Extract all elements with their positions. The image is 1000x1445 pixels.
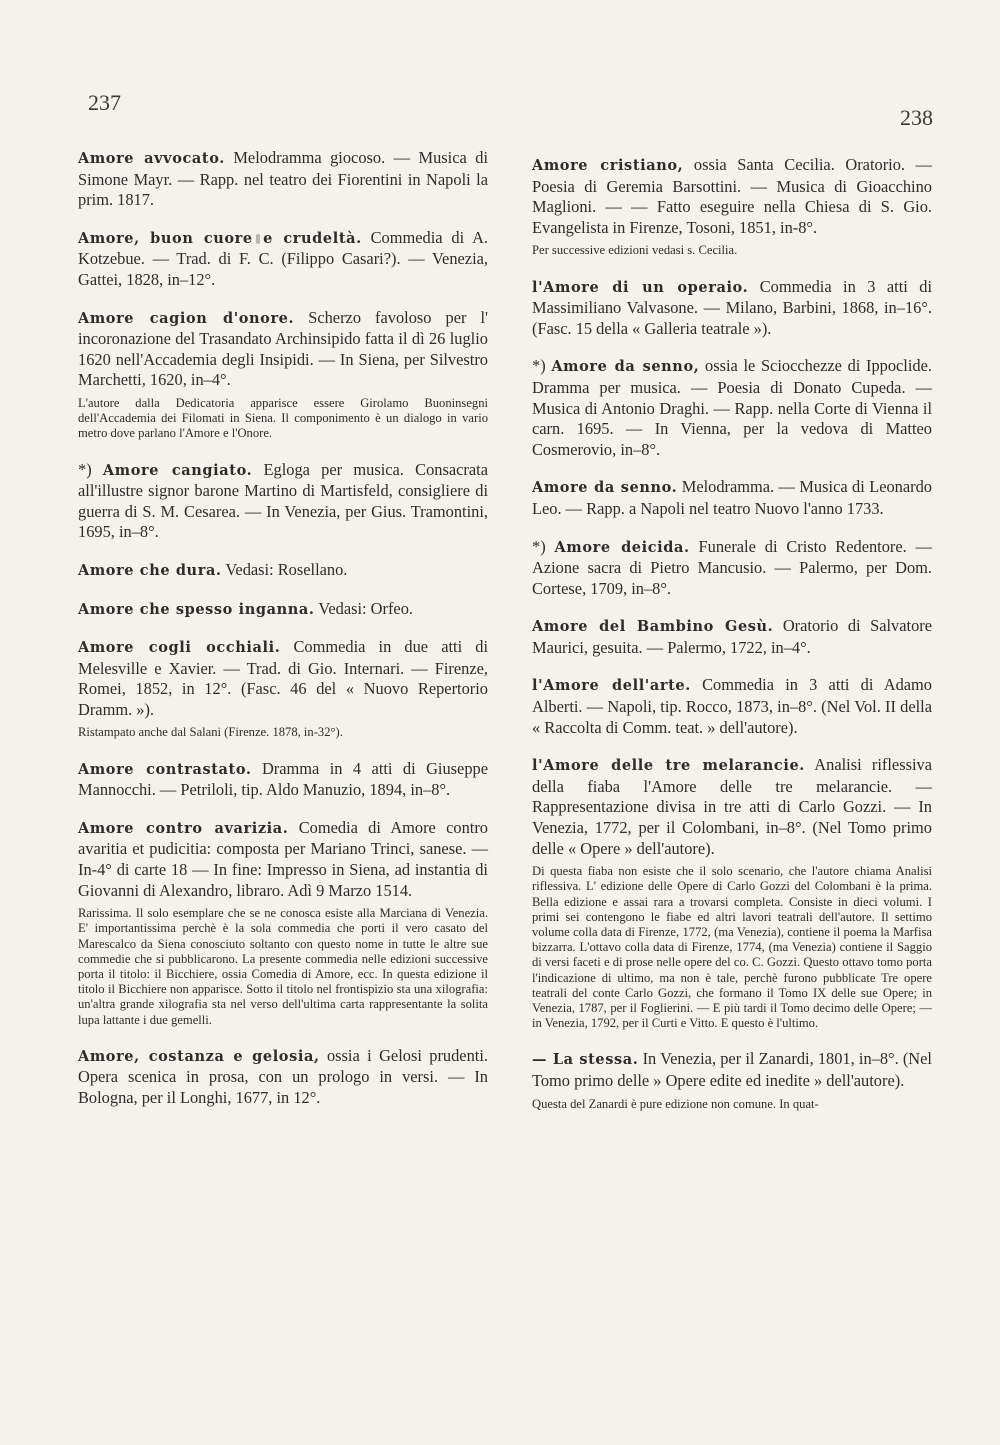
entry-headword: Amore che dura. xyxy=(78,561,222,579)
entry-description: Commedia di A. Kotzebue. — Trad. di F. C. (Filippo Casari?). — Venezia, Gattei, 1828, in–12°. xyxy=(78,227,488,289)
catalog-entry xyxy=(78,228,488,291)
entry-headword: Amore, buon cuore e crudeltà. xyxy=(78,229,362,247)
entry-description: Melodramma giocoso. — Musica di Simone Mayr. — Rapp. nel teatro dei Fiorentini in Napoli la prim. 1817. xyxy=(78,148,489,210)
catalog-entry xyxy=(532,537,932,600)
entry-headword: Amore contrastato. xyxy=(78,760,252,778)
entry-description: ossia le Sciocchezze di Ippoclide. Dramma per musica. — Poesia di Donato Cupeda. — Musica di Antonio Draghi. — Rapp. nella Corte di Vienna il carn. 1695. — In Vienna, per la vedova di Matteo Cosmerovio, in–8°. xyxy=(532,356,932,459)
entry-description: Vedasi: Orfeo. xyxy=(318,598,413,618)
entry-description: Dramma in 4 atti di Giuseppe Mannocchi. — Petriloli, tip. Aldo Manuzio, 1894, in–8°. xyxy=(78,758,488,800)
entry-description: Funerale di Cristo Redentore. — Azione sacra di Pietro Mancusio. — Palermo, per Dom. Cortese, 1709, in–8°. xyxy=(532,536,932,598)
bibliographic-note: Di questa fiaba non esiste che il solo scenario, che l'autore chiama Analisi riflessiva. L' edizione delle Opere di Carlo Gozzi del Colombani è la prima. Bella edizione e assai rara a trovarsi completa. Consiste in dieci volumi. I primi sei contengono le fiabe ed altri lavori teatrali dell'autore. Il settimo volume colla data di Firenze, 1772, (ma Venezia), contiene il poema la Marfisa bizzarra. L'ottavo colla data di Firenze, 1774, (ma Venezia) contiene il Saggio di versi faceti e di prose nelle opere del co. C. Gozzi. Questo ottavo tomo porta l'indicazione di ultimo, ma non è tale, perchè furono pubblicate Tre opere teatrali del conte Carlo Gozzi, che formano il Tomo IX delle sue Opere; in Venezia, 1787, per il Foglierini. — E più tardi il Tomo decimo delle Opere; — in Venezia, 1792, per il Curti e Vitto. E questo è l'ultimo. xyxy=(532,864,932,1031)
entry-headword: Amore contro avarizia. xyxy=(78,819,289,837)
catalog-entry xyxy=(78,818,488,901)
catalog-entry xyxy=(532,616,932,658)
catalog-entry xyxy=(532,477,932,519)
entry-description: Oratorio di Salvatore Maurici, gesuita. — Palermo, 1722, in–4°. xyxy=(532,616,932,657)
entry-headword: l'Amore delle tre melarancie. xyxy=(532,757,805,775)
catalog-entry xyxy=(532,755,932,859)
entry-headword: Amore cangiato. xyxy=(102,461,253,479)
entry-headword: Amore avvocato. xyxy=(78,150,225,167)
page-number-left: 237 xyxy=(88,90,121,115)
catalog-entry xyxy=(532,277,932,340)
entry-asterisk-mark: *) xyxy=(532,536,546,556)
entry-headword: Amore deicida. xyxy=(554,538,690,556)
entry-description: Commedia in 3 atti di Adamo Alberti. — Napoli, tip. Rocco, 1873, in–8°. (Nel Vol. II della « Raccolta di Comm. teat. » dell'autore). xyxy=(532,675,932,737)
entry-headword: Amore che spesso inganna. xyxy=(78,600,315,618)
entry-asterisk-mark: *) xyxy=(78,459,92,479)
entry-asterisk-mark: *) xyxy=(532,356,546,376)
entry-description: ossia i Gelosi prudenti. Opera scenica in prosa, con un prologo in versi. — In Bologna, per il Longhi, 1677, in 12°. xyxy=(78,1045,488,1108)
catalog-entry xyxy=(78,460,488,543)
catalog-entry xyxy=(78,599,488,621)
entry-description: In Venezia, per il Zanardi, 1801, in–8°. (Nel Tomo primo delle » Opere edite ed inedite » dell'autore). xyxy=(532,1049,932,1091)
catalog-entry xyxy=(78,1046,488,1109)
page-number-right: 238 xyxy=(900,105,933,130)
entry-headword: Amore da senno, xyxy=(551,358,700,376)
bibliographic-note: L'autore dalla Dedicatoria apparisce essere Girolamo Buoninsegni dell'Accademia dei Filomati in Siena. Il componimento è un dialogo in vario metro dove parlano l'Amore e l'Onore. xyxy=(78,395,488,441)
entry-headword: Amore del Bambino Gesù. xyxy=(532,618,774,636)
entry-description: Commedia in due atti di Melesville e Xavier. — Trad. di Gio. Internari. — Firenze, Romei, 1852, in 12°. (Fasc. 46 del « Nuovo Repertorio Dramm. »). xyxy=(78,637,488,719)
entry-headword: Amore, costanza e gelosia, xyxy=(78,1047,320,1065)
bibliographic-note: Questa del Zanardi è pure edizione non comune. In quat- xyxy=(532,1096,819,1111)
entry-description: ossia Santa Cecilia. Oratorio. — Poesia di Geremia Barsottini. — Musica di Gioacchino Maglioni. — — Fatto eseguire nella Chiesa di S. Gio. Evangelista in Firenze, Tosoni, 1851, in-8°. xyxy=(532,155,932,237)
bibliographic-note: Per successive edizioni vedasi s. Cecilia. xyxy=(532,243,738,258)
catalog-entry xyxy=(78,637,488,720)
entry-headword: Amore cogli occhiali. xyxy=(78,639,281,657)
catalog-entry xyxy=(78,560,488,582)
catalog-entry xyxy=(78,148,488,211)
entry-description: Melodramma. — Musica di Leonardo Leo. — Rapp. a Napoli nel teatro Nuovo l'anno 1733. xyxy=(532,477,932,518)
catalog-entry xyxy=(78,759,488,801)
catalog-entry xyxy=(532,155,932,238)
bibliographic-note: Ristampato anche dal Salani (Firenze. 1878, in-32°). xyxy=(78,725,343,740)
entry-description: Scherzo favoloso per l' incoronazione del Trasandato Archinsipido fatta il dì 26 luglio 1620 nell'Accademia degli Insipidi. — In Siena, per Silvestro Marchetti, 1620, in–4°. xyxy=(78,307,488,390)
entry-description: Commedia in 3 atti di Massimiliano Valvasone. — Milano, Barbini, 1868, in–16°. (Fasc. 15 della « Galleria teatrale »). xyxy=(532,276,933,338)
entry-headword: l'Amore di un operaio. xyxy=(532,278,749,296)
bibliographic-note: Rarissima. Il solo esemplare che se ne conosca esiste alla Marciana di Venezia. E' importantissima perchè è la sola commedia che porti il vero casato del Marescalco da Siena conosciuto soltanto con questo nome in tutte le altre sue commedie che si pubblicarono. La presente commedia nelle edizioni successive porta il titolo: il Bicchiere, ossia Comedia di Amore, ecc. In questa edizione il titolo il Bicchiere non apparisce. Sotto il titolo nel frontispizio sta una xilografia: un'altra grande xilografia sta nel verso dell'ultima carta rappresentante la solita lupa lattante i due gemelli. xyxy=(78,906,488,1027)
entry-headword: Amore da senno. xyxy=(532,479,678,497)
entry-description: Egloga per musica. Consacrata all'illustre signor barone Martino di Martisfeld, consigliere di guerra di S. M. Cesarea. — In Venezia, per Gius. Tramontini, 1695, in–8°. xyxy=(78,459,488,542)
entry-headword: — La stessa. xyxy=(532,1051,639,1069)
entry-headword: l'Amore dell'arte. xyxy=(532,677,691,695)
left-page-column xyxy=(78,148,488,1126)
entry-headword: Amore cristiano, xyxy=(532,157,684,174)
catalog-entry xyxy=(78,308,488,391)
catalog-entry xyxy=(532,675,932,738)
entry-description: Analisi riflessiva della fiaba l'Amore delle tre melarancie. — Rappresentazione divisa in tre atti di Carlo Gozzi. — In Venezia, 1772, per il Colombani, in–8°. (Nel Tomo primo delle « Opere » dell'autore). xyxy=(532,755,932,858)
right-page-column xyxy=(532,155,932,1130)
catalog-entry xyxy=(532,1049,932,1091)
entry-description: Vedasi: Rosellano. xyxy=(225,559,348,579)
entry-headword: Amore cagion d'onore. xyxy=(78,309,295,327)
catalog-entry xyxy=(532,356,932,460)
entry-description: Comedia di Amore contro avaritia et pudicitia: composta per Mariano Trinci, sanese. — In-4° di carte 18 — In fine: Impresso in Siena, ad instantia di Giovanni di Alexandro, libraro. Adì 9 Marzo 1514. xyxy=(78,817,488,900)
